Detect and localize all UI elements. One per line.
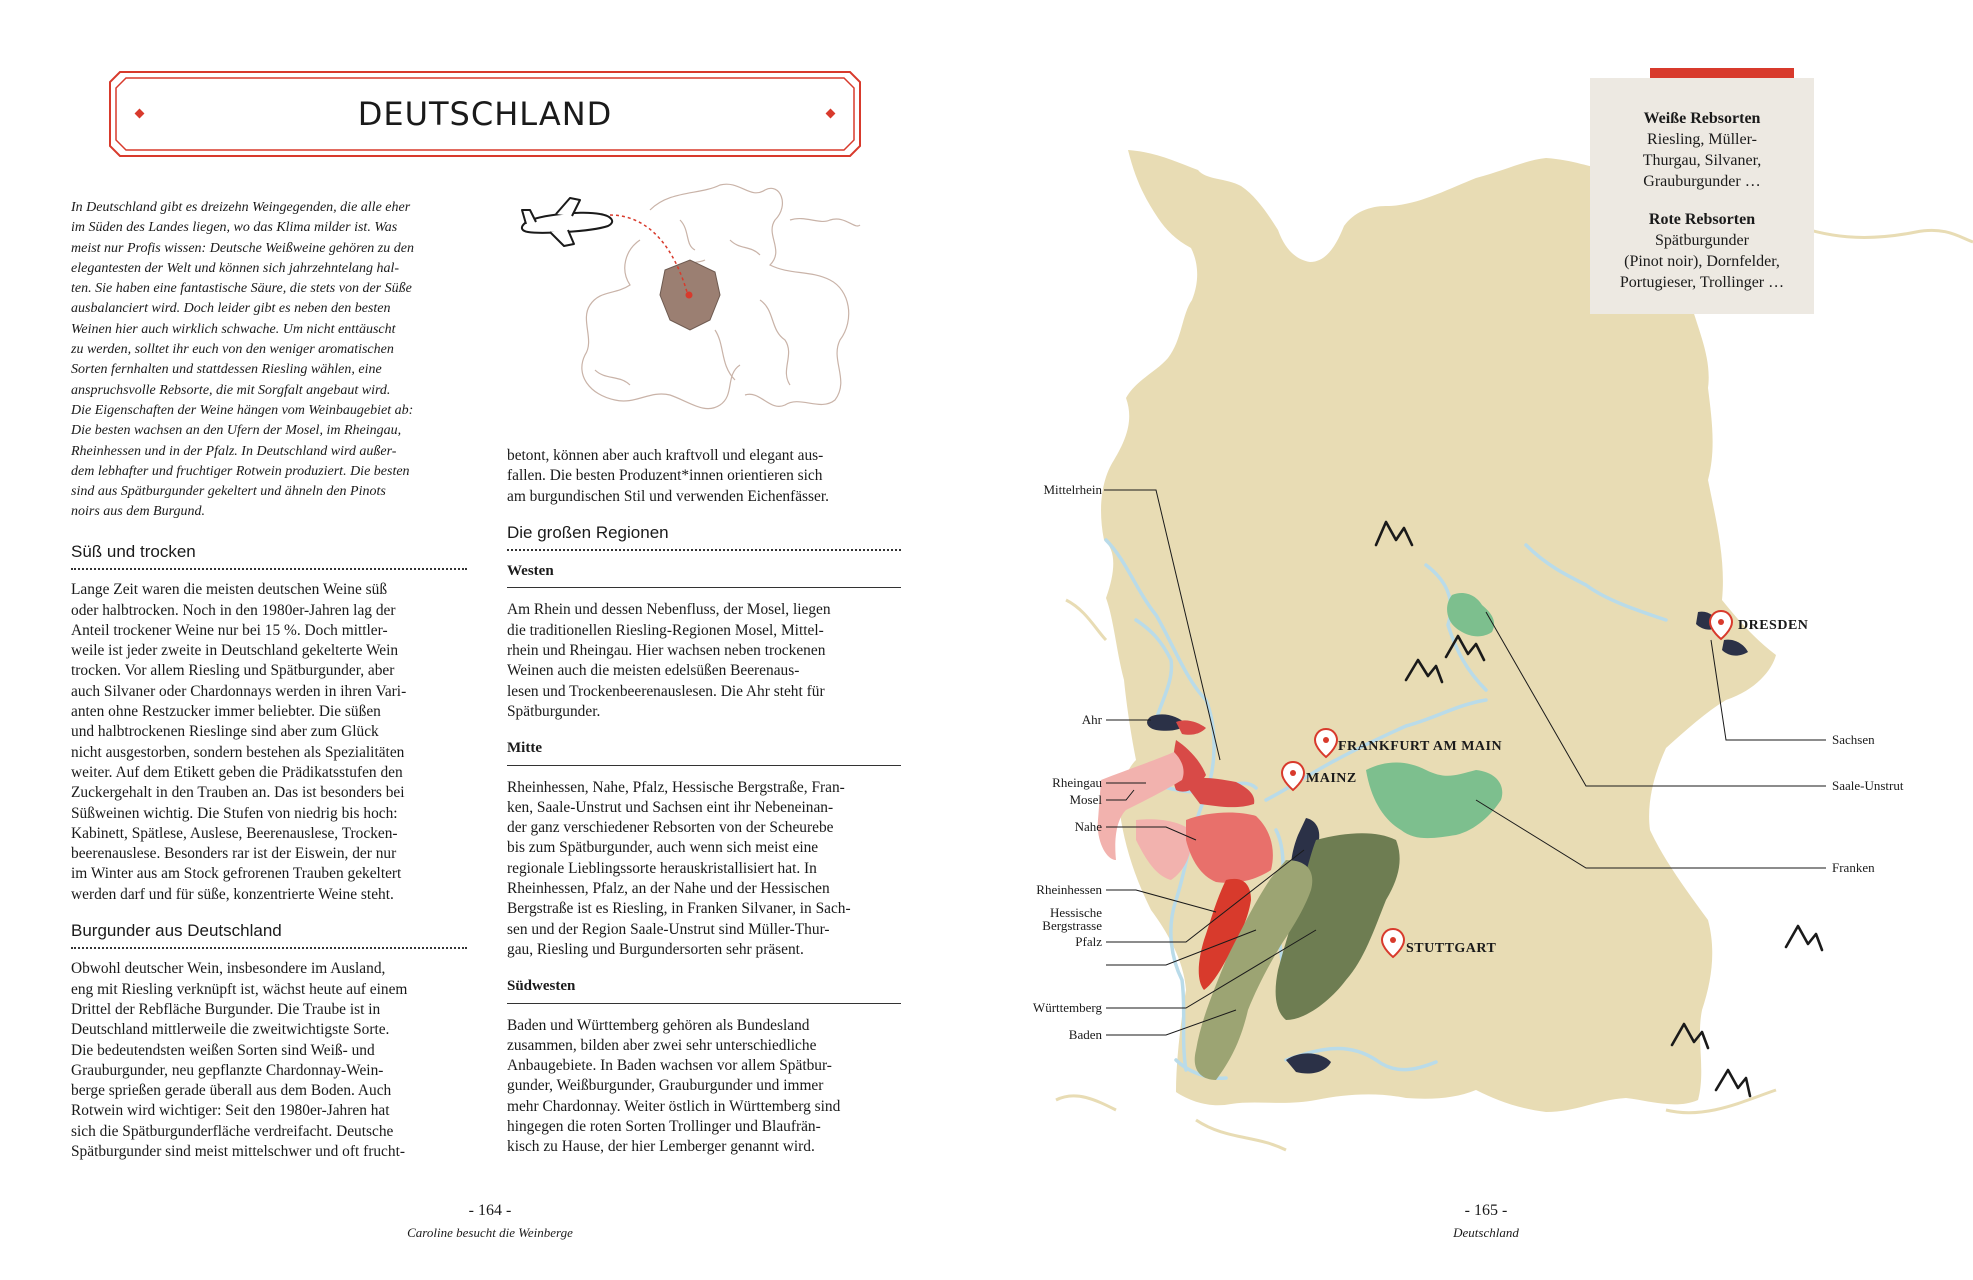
white-varieties-line: Riesling, Müller- xyxy=(1647,131,1757,148)
column-1 xyxy=(71,542,467,1178)
text-line: anspruchsvolle Rebsorte, die mit Sorgfalt angebaut wird. xyxy=(71,382,391,398)
region-label-rheingau: Rheingau xyxy=(1052,775,1102,790)
city-label-mainz: MAINZ xyxy=(1306,771,1357,786)
text-line: eng mit Riesling verknüpft ist, wächst heute auf einem xyxy=(71,980,408,998)
text-line: Baden und Württemberg gehören als Bundesland xyxy=(507,1016,810,1034)
text-line: sen und der Region Saale-Unstrut sind Müller-Thur- xyxy=(507,920,830,938)
text-line: fallen. Die besten Produzent*innen orientieren sich xyxy=(507,467,823,485)
paragraph-mitte xyxy=(507,778,901,961)
location-dot xyxy=(686,292,693,299)
region-label-mittelrhein: Mittelrhein xyxy=(1043,482,1102,497)
mountain-icon xyxy=(1716,1070,1750,1096)
text-line: Anteil trockener Weine nur bei 15 %. Doch mittler- xyxy=(71,621,388,639)
text-line: werden darf und für süße, konzentrierte Weine steht. xyxy=(71,885,394,903)
grape-varieties-box xyxy=(1590,78,1814,314)
text-line: ken, Saale-Unstrut und Sachsen eint ihr Nebeneinan- xyxy=(507,798,834,816)
text-line: ausbalanciert wird. Doch leider gibt es neben den besten xyxy=(71,301,391,317)
text-line: berge sprießen gerade überall aus dem Boden. Auch xyxy=(71,1082,392,1100)
red-varieties-line: Spätburgunder xyxy=(1655,232,1749,249)
text-line: lesen und Trockenbeerenauslesen. Die Ahr steht für xyxy=(507,682,825,700)
text-line: Am Rhein und dessen Nebenfluss, der Mosel, liegen xyxy=(507,601,831,619)
europe-outline xyxy=(582,184,860,408)
germany-wine-map xyxy=(986,0,1973,1280)
text-line: Rotwein wird wichtiger: Seit den 1980er-Jahren hat xyxy=(71,1102,390,1120)
text-line: kisch zu Hause, der hier Lemberger genannt wird. xyxy=(507,1138,815,1156)
subheading-westen: Westen xyxy=(507,561,901,588)
page-title: DEUTSCHLAND xyxy=(357,95,613,133)
text-line: und halbtrockenen Rieslinge sind aber zum Glück xyxy=(71,723,379,741)
text-line: weiter. Auf dem Etikett geben die Prädikatsstufen den xyxy=(71,763,403,781)
text-line: Rheinhessen und in der Pfalz. In Deutschland wird außer- xyxy=(71,443,397,459)
text-line: die traditionellen Riesling-Regionen Mosel, Mittel- xyxy=(507,621,824,639)
section-heading-regionen: Die großen Regionen xyxy=(507,523,901,551)
text-line: Süßweinen wichtig. Die Stufen von niedrig bis hoch: xyxy=(71,804,398,822)
text-line: Rheinhessen, Pfalz, an der Nahe und der Hessischen xyxy=(507,880,830,898)
text-line: Obwohl deutscher Wein, insbesondere im Ausland, xyxy=(71,960,386,978)
paragraph-suedwesten xyxy=(507,1016,901,1158)
text-line: Spätburgunder sind meist mittelschwer und oft frucht- xyxy=(71,1143,405,1161)
text-line: sind aus Spätburgunder gekeltert und ähneln den Pinots xyxy=(71,484,386,500)
text-line: gunder, Weißburgunder, Grauburgunder und immer xyxy=(507,1077,824,1095)
text-line: ten. Sie haben eine fantastische Säure, die stets von der Süße xyxy=(71,281,412,297)
section-heading-suess: Süß und trocken xyxy=(71,542,467,570)
mountain-icon xyxy=(1786,926,1822,950)
text-line: Weinen hier auch wirklich schwache. Um nicht enttäuscht xyxy=(71,321,396,337)
red-varieties-line: Portugieser, Trollinger … xyxy=(1619,274,1785,291)
text-line: der ganz verschiedener Rebsorten von der Scheurebe xyxy=(507,819,834,837)
text-line: im Winter aus am Stock gefrorenen Trauben gekeltert xyxy=(71,865,402,883)
text-line: bis zum Spätburgunder, auch wenn sich meist eine xyxy=(507,839,819,857)
section-heading-burgunder: Burgunder aus Deutschland xyxy=(71,921,467,949)
region-label-saale-unstrut: Saale-Unstrut xyxy=(1832,778,1904,793)
red-varieties-title: Rote Rebsorten xyxy=(1648,211,1756,228)
text-line: Drittel der Rebfläche Burgunder. Die Traube ist in xyxy=(71,1000,381,1018)
city-label-frankfurt: FRANKFURT AM MAIN xyxy=(1338,739,1503,754)
text-line: am burgundischen Stil und verwenden Eichenfässer. xyxy=(507,487,829,505)
city-label-dresden: DRESDEN xyxy=(1738,618,1809,633)
city-label-stuttgart: STUTTGART xyxy=(1406,941,1497,956)
region-label-baden: Baden xyxy=(1068,1027,1102,1042)
europe-locator-map xyxy=(520,180,870,420)
paragraph-westen xyxy=(507,600,901,722)
region-label-nahe: Nahe xyxy=(1074,819,1102,834)
text-line: rhein und Rheingau. Hier wachsen neben trockenen xyxy=(507,642,826,660)
white-varieties-line: Thurgau, Silvaner, xyxy=(1642,152,1762,169)
text-line: Lange Zeit waren die meisten deutschen Weine süß xyxy=(71,581,388,599)
region-label-bergstrasse: Bergstrasse xyxy=(1042,918,1102,933)
text-line: Die Eigenschaften der Weine hängen vom Weinbaugebiet ab: xyxy=(71,402,414,418)
text-line: im Süden des Landes liegen, wo das Klima milder ist. Was xyxy=(71,220,398,236)
region-label-sachsen: Sachsen xyxy=(1832,732,1875,747)
text-line: beerenauslese. Besonders rar ist der Eiswein, der nur xyxy=(71,845,397,863)
text-line: elegantesten der Welt und können sich jahrzehntelang hal- xyxy=(71,260,400,276)
text-line: Die besten wachsen an den Ufern der Mosel, im Rheingau, xyxy=(71,423,402,439)
running-footer-left: Caroline besucht die Weinberge xyxy=(407,1225,573,1240)
text-line: Sorten fernhalten und stattdessen Riesling wählen, eine xyxy=(71,362,382,378)
subheading-mitte: Mitte xyxy=(507,738,901,765)
text-line: mehr Chardonnay. Weiter östlich in Württemberg sind xyxy=(507,1097,841,1115)
text-line: sich die Spätburgunderfläche verdreifacht. Deutsche xyxy=(71,1122,394,1140)
white-varieties-title: Weiße Rebsorten xyxy=(1643,110,1761,127)
region-label-pfalz: Pfalz xyxy=(1075,934,1102,949)
title-banner xyxy=(108,70,862,158)
region-label-rheinhessen: Rheinhessen xyxy=(1036,882,1102,897)
text-line: In Deutschland gibt es dreizehn Weingegenden, die alle eher xyxy=(71,200,411,215)
page-number-right: - 165 - xyxy=(1464,1202,1508,1219)
text-line: Anbaugebiete. In Baden wachsen vor allem Spätbur- xyxy=(507,1057,832,1075)
text-line: Die bedeutendsten weißen Sorten sind Weiß- und xyxy=(71,1041,375,1059)
text-line: Grauburgunder, neu gepflanzte Chardonnay-Wein- xyxy=(71,1061,384,1079)
text-line: Deutschland mittlerweile die zweitwichtigste Sorte. xyxy=(71,1021,390,1039)
running-footer-right: Deutschland xyxy=(1453,1225,1519,1240)
region-label-wuerttemberg: Württemberg xyxy=(1032,1000,1102,1015)
region-label-franken: Franken xyxy=(1832,860,1875,875)
column-2 xyxy=(507,446,901,1174)
text-line: Bergstraße ist es Riesling, in Franken Silvaner, in Sach- xyxy=(507,900,851,918)
text-line: anten ohne Restzucker immer beliebter. Die süßen xyxy=(71,703,381,721)
text-line: oder halbtrocken. Noch in den 1980er-Jahren lag der xyxy=(71,601,396,619)
text-line: zusammen, bilden aber zwei sehr unterschiedliche xyxy=(507,1036,817,1054)
region-label-ahr: Ahr xyxy=(1081,712,1102,727)
text-line: Rheinhessen, Nahe, Pfalz, Hessische Bergstraße, Fran- xyxy=(507,778,845,796)
text-line: zu werden, solltet ihr euch von den weniger aromatischen xyxy=(71,342,394,358)
text-line: trocken. Vor allem Riesling und Spätburgunder, aber xyxy=(71,662,395,680)
airplane-icon xyxy=(522,198,612,246)
text-line: weile ist jeder zweite in Deutschland gekelterte Wein xyxy=(71,642,399,660)
paragraph-burgunder xyxy=(71,959,467,1162)
paragraph-suess xyxy=(71,580,467,905)
text-line: Zuckergehalt in den Trauben an. Das ist besonders bei xyxy=(71,784,405,802)
text-line: Spätburgunder. xyxy=(507,702,601,720)
right-page xyxy=(986,0,1973,1280)
text-line: regionale Lieblingssorte herauskristallisiert hat. In xyxy=(507,859,817,877)
region-label-hessische: Hessische xyxy=(1050,905,1102,920)
left-page xyxy=(0,0,986,1280)
text-line: auch Silvaner oder Chardonnays werden in ihren Vari- xyxy=(71,682,407,700)
page-number-left: - 164 - xyxy=(468,1202,512,1219)
red-varieties-line: (Pinot noir), Dornfelder, xyxy=(1624,253,1780,270)
white-varieties-line: Grauburgunder … xyxy=(1643,173,1761,190)
intro-paragraph xyxy=(71,198,467,523)
paragraph-continuation xyxy=(507,446,901,507)
text-line: hingegen die roten Sorten Trollinger und Blaufrän- xyxy=(507,1118,821,1136)
text-line: noirs aus dem Burgund. xyxy=(71,504,206,520)
text-line: Kabinett, Spätlese, Auslese, Beerenauslese, Trocken- xyxy=(71,824,398,842)
text-line: betont, können aber auch kraftvoll und elegant aus- xyxy=(507,447,824,464)
text-line: dem lebhafter und fruchtiger Rotwein produziert. Die besten xyxy=(71,463,410,479)
subheading-suedwesten: Südwesten xyxy=(507,976,901,1003)
text-line: meist nur Profis wissen: Deutsche Weißweine gehören zu den xyxy=(71,240,414,256)
text-line: Weinen auch die meisten edelsüßen Beerenaus- xyxy=(507,662,800,680)
text-line: nicht ausgestorben, sondern bestehen als Spezialitäten xyxy=(71,743,405,761)
region-label-mosel: Mosel xyxy=(1069,792,1102,807)
text-line: gau, Riesling und Burgundersorten sehr präsent. xyxy=(507,940,804,958)
